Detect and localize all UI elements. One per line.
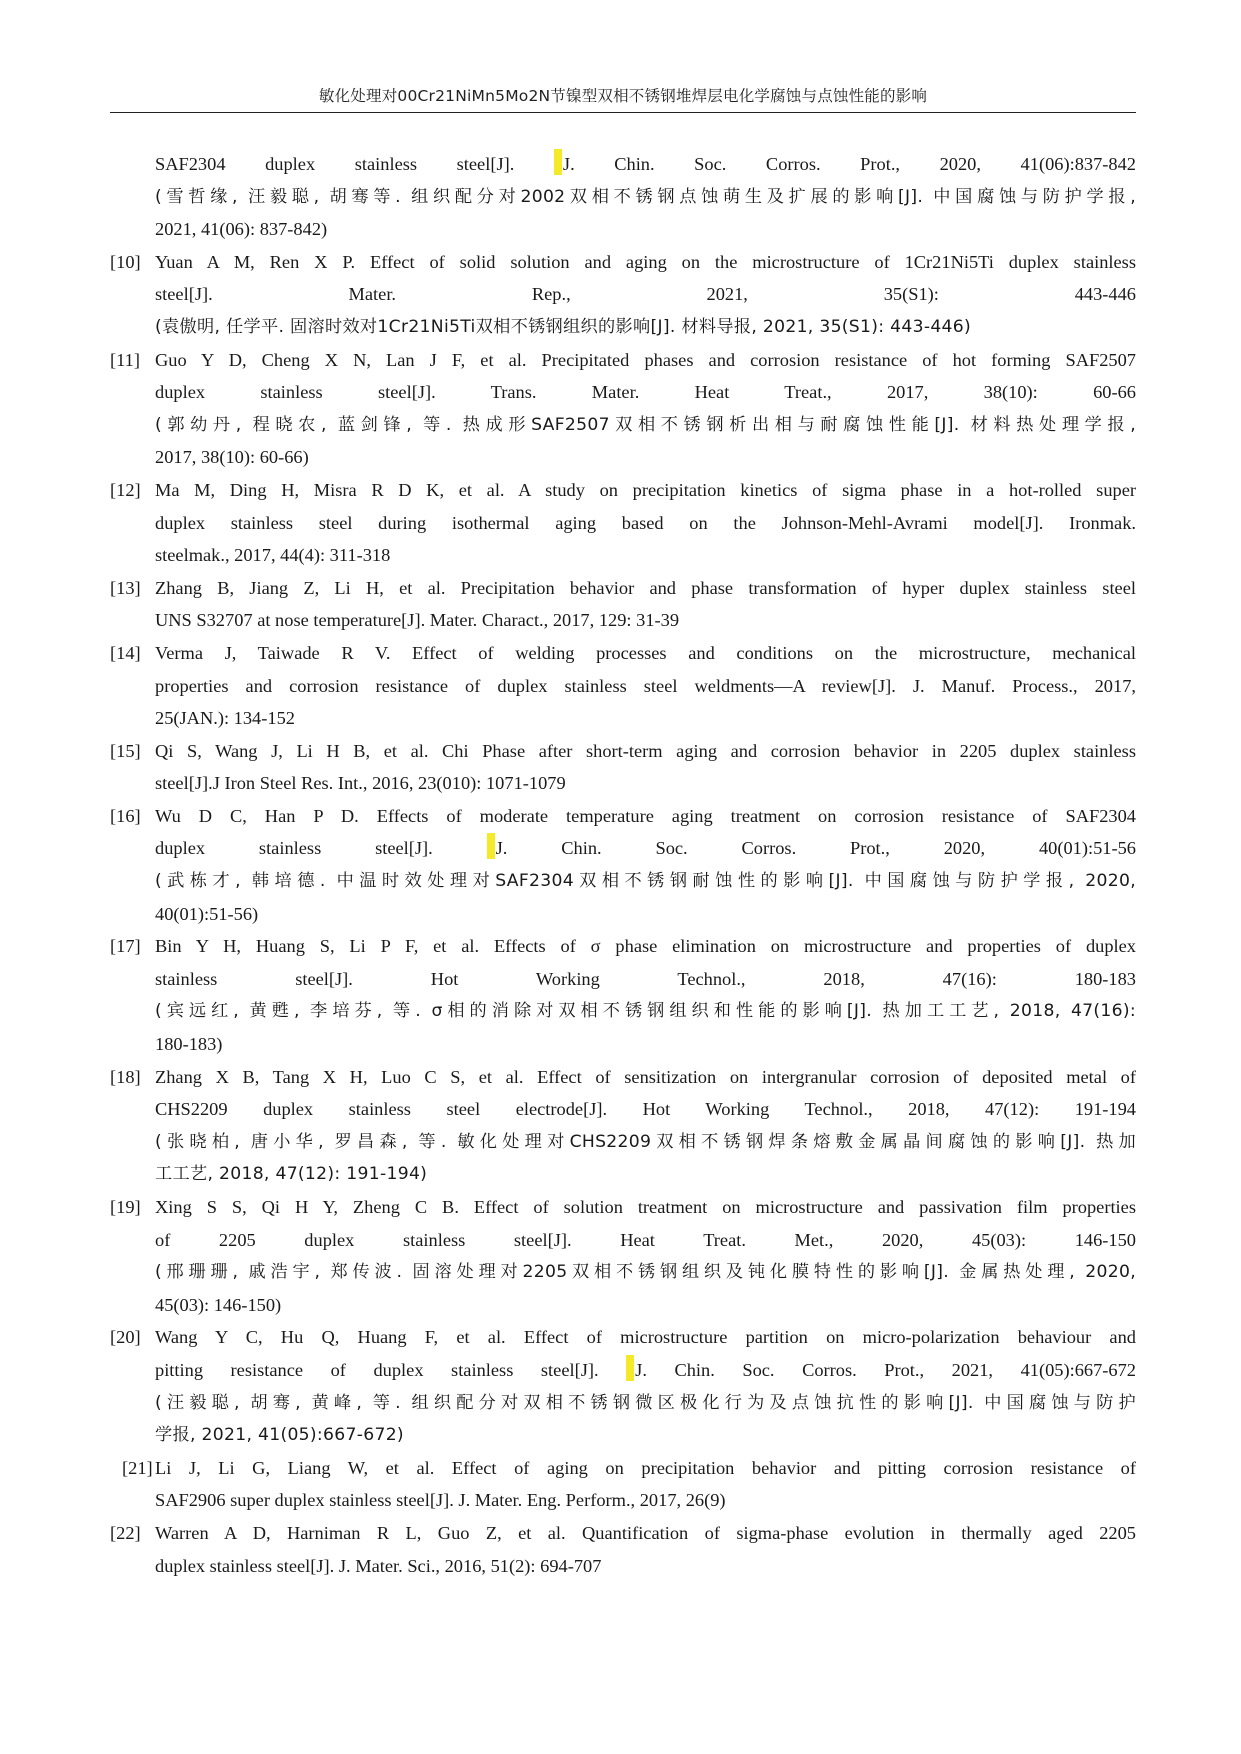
reference-text (155, 1321, 1136, 1451)
reference-line (155, 1387, 1136, 1420)
reference-number: [12] (110, 479, 141, 500)
reference-line-text: Bin Y H, Huang S, Li P F, et al. Effects of σ phase elimination on microstructure and properties of duplex (155, 936, 1136, 957)
reference-line-text: Wu D C, Han P D. Effects of moderate temperature aging treatment on corrosion resistance of SAF2304 (155, 805, 1136, 826)
reference-line (155, 441, 1136, 474)
reference-line (155, 1517, 1136, 1550)
reference-line-text: UNS S32707 at nose temperature[J]. Mater. Charact., 2017, 129: 31-39 (155, 610, 680, 631)
reference-text (155, 474, 1136, 572)
reference-line-text: steelmak., 2017, 44(4): 311-318 (155, 545, 391, 566)
reference-line (155, 1224, 1136, 1257)
reference-line-text: J. Chin. Soc. Corros. Prot., 2021, 41(05):667-672 (635, 1359, 1137, 1380)
reference-line (155, 898, 1136, 931)
reference-line (155, 865, 1136, 898)
reference-line-text: (邢珊珊, 戚浩宇, 郑传波. 固溶处理对2205双相不锈钢组织及钝化膜特性的影响[J]. 金属热处理, 2020, (155, 1262, 1136, 1283)
reference-line (155, 702, 1136, 735)
reference-line (155, 1126, 1136, 1159)
reference-entry (110, 1061, 1136, 1191)
reference-line-text: (雪哲缘, 汪毅聪, 胡骞等. 组织配分对2002双相不锈钢点蚀萌生及扩展的影响[J]. 中国腐蚀与防护学报, (155, 186, 1136, 207)
reference-line (155, 1452, 1136, 1485)
reference-line-text: Yuan A M, Ren X P. Effect of solid solution and aging on the microstructure of 1Cr21Ni5Ti duplex stainless (155, 251, 1136, 272)
reference-line (155, 246, 1136, 279)
reference-line (155, 213, 1136, 246)
reference-line-text: (武栋才, 韩培德. 中温时效处理对SAF2304双相不锈钢耐蚀性的影响[J]. 中国腐蚀与防护学报, 2020, (155, 871, 1136, 892)
reference-line (155, 1354, 1136, 1387)
reference-line-text: SAF2304 duplex stainless steel[J]. (155, 154, 554, 174)
reference-line (155, 800, 1136, 833)
reference-line (155, 1256, 1136, 1289)
reference-line-text: 2021, 41(06): 837-842) (155, 219, 328, 240)
reference-entry (110, 572, 1136, 637)
reference-line (155, 539, 1136, 572)
reference-entry (110, 148, 1136, 246)
reference-number: [21] (122, 1457, 153, 1478)
reference-line (155, 344, 1136, 377)
reference-entry (110, 1191, 1136, 1321)
reference-text (155, 1452, 1136, 1517)
reference-entry (110, 637, 1136, 735)
reference-entry (110, 800, 1136, 930)
highlight-marker (626, 1355, 634, 1381)
reference-line-text: (袁傲明, 任学平. 固溶时效对1Cr21Ni5Ti双相不锈钢组织的影响[J]. 材料导报, 2021, 35(S1): 443-446) (155, 316, 972, 337)
reference-line-text: Xing S S, Qi H Y, Zheng C B. Effect of solution treatment on microstructure and passivation film properties (155, 1197, 1136, 1217)
reference-number: [14] (110, 642, 141, 663)
reference-line-text: Zhang B, Jiang Z, Li H, et al. Precipitation behavior and phase transformation of hyper duplex stainless steel (155, 577, 1136, 598)
reference-line (155, 735, 1136, 768)
reference-number: [22] (110, 1522, 141, 1543)
reference-line-text: Ma M, Ding H, Misra R D K, et al. A study on precipitation kinetics of sigma phase in a hot-rolled super (155, 479, 1136, 500)
reference-line-text: SAF2906 super duplex stainless steel[J]. J. Mater. Eng. Perform., 2017, 26(9) (155, 1490, 726, 1511)
reference-line-text: (宾远红, 黄甦, 李培芬, 等. σ相的消除对双相不锈钢组织和性能的影响[J]. 热加工工艺, 2018, 47(16): (155, 1001, 1136, 1022)
reference-line-text: Guo Y D, Cheng X N, Lan J F, et al. Precipitated phases and corrosion resistance of hot forming SAF2507 (155, 349, 1136, 370)
reference-line (155, 1419, 1136, 1452)
reference-text (155, 1191, 1136, 1321)
reference-line-text: Li J, Li G, Liang W, et al. Effect of aging on precipitation behavior and pitting corrosion resistance of (155, 1457, 1136, 1478)
running-header: 敏化处理对00Cr21NiMn5Mo2N节镍型双相不锈钢堆焊层电化学腐蚀与点蚀性能的影响 (318, 87, 928, 105)
reference-number: [15] (110, 740, 141, 761)
reference-line (155, 181, 1136, 214)
reference-line-text: properties and corrosion resistance of duplex stainless steel weldments—A review[J]. J. Manuf. Process., 2017, (155, 675, 1136, 696)
reference-line (155, 637, 1136, 670)
reference-line (155, 832, 1136, 865)
reference-line-text: duplex stainless steel during isothermal aging based on the Johnson-Mehl-Avrami model[J]. Ironmak. (155, 512, 1136, 533)
reference-line-text: of 2205 duplex stainless steel[J]. Heat Treat. Met., 2020, 45(03): 146-150 (155, 1229, 1136, 1250)
reference-text (155, 344, 1136, 474)
reference-text (155, 1061, 1136, 1191)
reference-line-text: (汪毅聪, 胡骞, 黄峰, 等. 组织配分对双相不锈钢微区极化行为及点蚀抗性的影响[J]. 中国腐蚀与防护 (155, 1392, 1136, 1413)
reference-entry (110, 930, 1136, 1060)
reference-line (155, 930, 1136, 963)
reference-line-text: J. Chin. Soc. Corros. Prot., 2020, 40(01):51-56 (495, 838, 1136, 859)
reference-line (155, 1191, 1136, 1224)
reference-number: [20] (110, 1327, 141, 1348)
reference-line (155, 1158, 1136, 1191)
reference-line-text: (郭幼丹, 程晓农, 蓝剑锋, 等. 热成形SAF2507双相不锈钢析出相与耐腐蚀性能[J]. 材料热处理学报, (155, 414, 1136, 435)
reference-line (155, 963, 1136, 996)
reference-entry (110, 474, 1136, 572)
reference-text (155, 572, 1136, 637)
reference-entry (110, 246, 1136, 344)
reference-line-text: steel[J]. Mater. Rep., 2021, 35(S1): 443-446 (155, 284, 1136, 305)
highlight-marker (554, 149, 562, 175)
reference-entry (110, 344, 1136, 474)
reference-text (155, 735, 1136, 800)
reference-entry (110, 1517, 1136, 1582)
reference-line (155, 1061, 1136, 1094)
reference-line-text: 工工艺, 2018, 47(12): 191-194) (155, 1164, 428, 1185)
reference-line-text: Verma J, Taiwade R V. Effect of welding processes and conditions on the microstructure, mechanical (155, 642, 1136, 663)
reference-number (110, 148, 155, 246)
highlight-marker (487, 833, 495, 859)
reference-entry (110, 1321, 1136, 1451)
reference-line (155, 474, 1136, 507)
reference-line (155, 148, 1136, 181)
reference-line (155, 604, 1136, 637)
reference-entry (110, 735, 1136, 800)
reference-line-text: Warren A D, Harniman R L, Guo Z, et al. Quantification of sigma-phase evolution in thermally aged 2205 (155, 1522, 1136, 1543)
reference-line-text: J. Chin. Soc. Corros. Prot., 2020, 41(06):837-842 (562, 154, 1136, 174)
reference-line-text: Qi S, Wang J, Li H B, et al. Chi Phase after short-term aging and corrosion behavior in 2205 duplex stainless (155, 740, 1136, 761)
reference-number: [16] (110, 805, 141, 826)
reference-text (155, 800, 1136, 930)
reference-line (155, 1484, 1136, 1517)
reference-line (155, 507, 1136, 540)
reference-line (155, 1028, 1136, 1061)
reference-line-text: pitting resistance of duplex stainless steel[J]. (155, 1359, 627, 1380)
reference-line (155, 1550, 1136, 1583)
reference-line-text: duplex stainless steel[J]. Trans. Mater. Heat Treat., 2017, 38(10): 60-66 (155, 382, 1136, 403)
reference-text (155, 246, 1136, 344)
header-rule (110, 112, 1136, 113)
reference-line-text: 25(JAN.): 134-152 (155, 708, 295, 729)
reference-list (110, 148, 1136, 1582)
reference-line-text: 40(01):51-56) (155, 903, 259, 924)
reference-line-text: stainless steel[J]. Hot Working Technol., 2018, 47(16): 180-183 (155, 968, 1136, 989)
reference-text (155, 930, 1136, 1060)
reference-number: [10] (110, 251, 141, 272)
reference-line-text: steel[J].J Iron Steel Res. Int., 2016, 23(010): 1071-1079 (155, 773, 566, 794)
reference-line (155, 1093, 1136, 1126)
reference-line (155, 311, 1136, 344)
reference-number: [13] (110, 577, 141, 598)
reference-line (155, 995, 1136, 1028)
reference-line-text: (张晓柏, 唐小华, 罗昌森, 等. 敏化处理对CHS2209双相不锈钢焊条熔敷金属晶间腐蚀的影响[J]. 热加 (155, 1131, 1136, 1152)
reference-line-text: Wang Y C, Hu Q, Huang F, et al. Effect of microstructure partition on micro-polarization behaviour and (155, 1327, 1136, 1348)
reference-line-text: 180-183) (155, 1034, 223, 1055)
reference-line-text: 45(03): 146-150) (155, 1294, 282, 1315)
reference-line-text: duplex stainless steel[J]. (155, 838, 487, 859)
reference-text (155, 637, 1136, 735)
reference-line-text: Zhang X B, Tang X H, Luo C S, et al. Effect of sensitization on intergranular corrosion of deposited metal of (155, 1066, 1136, 1087)
reference-text (155, 1517, 1136, 1582)
reference-line (155, 1289, 1136, 1322)
reference-line-text: duplex stainless steel[J]. J. Mater. Sci., 2016, 51(2): 694-707 (155, 1555, 602, 1576)
reference-number: [19] (110, 1197, 141, 1217)
reference-line-text: 学报, 2021, 41(05):667-672) (155, 1425, 404, 1446)
reference-entry (110, 1452, 1136, 1517)
reference-line (155, 376, 1136, 409)
reference-line (155, 409, 1136, 442)
reference-line (155, 767, 1136, 800)
reference-line (155, 670, 1136, 703)
reference-line (155, 278, 1136, 311)
reference-number: [18] (110, 1066, 141, 1087)
reference-text (155, 148, 1136, 246)
reference-line-text: CHS2209 duplex stainless steel electrode[J]. Hot Working Technol., 2018, 47(12): 191-194 (155, 1099, 1136, 1120)
reference-number: [17] (110, 936, 141, 957)
reference-line (155, 572, 1136, 605)
reference-number: [11] (110, 349, 140, 370)
reference-line-text: 2017, 38(10): 60-66) (155, 447, 309, 468)
reference-line (155, 1321, 1136, 1354)
